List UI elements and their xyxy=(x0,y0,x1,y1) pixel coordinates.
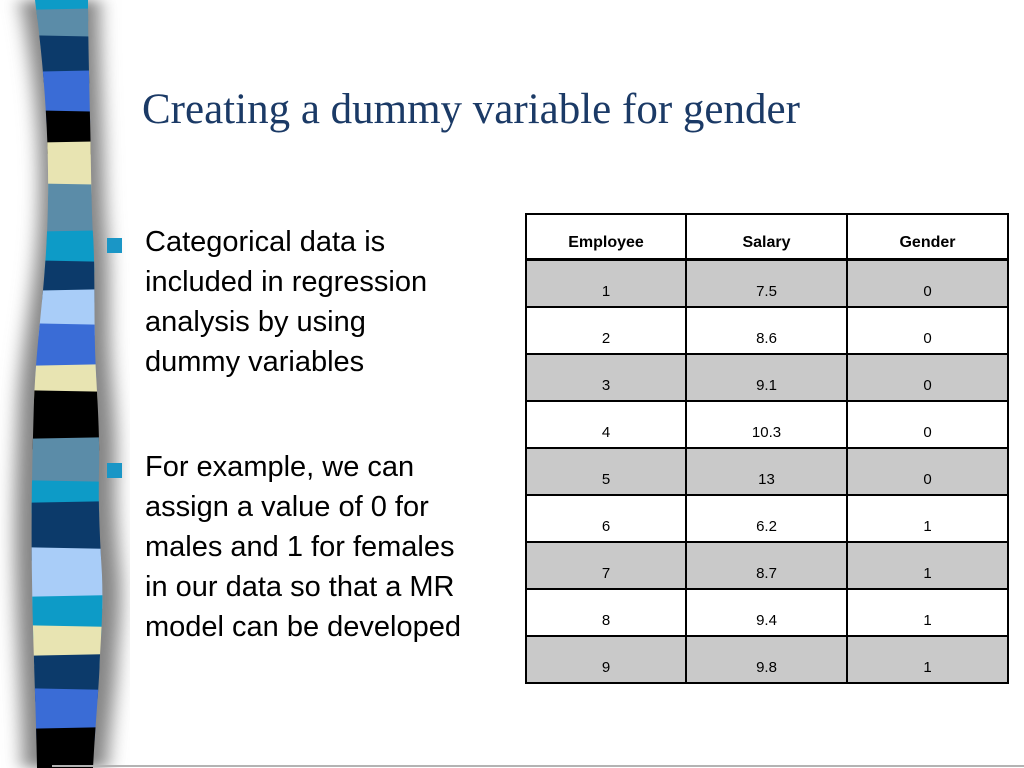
table-cell: 9.1 xyxy=(686,354,847,401)
bullet-line: model can be developed xyxy=(145,611,462,643)
bullet-item-1 xyxy=(107,222,547,382)
column-header: Salary xyxy=(686,214,847,260)
bullet-line: analysis by using xyxy=(145,306,366,338)
bullet-line: dummy variables xyxy=(145,346,365,378)
table-cell: 13 xyxy=(686,448,847,495)
table-cell: 9.4 xyxy=(686,589,847,636)
bullet-square-icon xyxy=(107,463,122,478)
bullet-text-2 xyxy=(145,447,547,647)
bullet-line: males and 1 for females xyxy=(145,531,455,563)
table-cell: 10.3 xyxy=(686,401,847,448)
table-row xyxy=(526,495,1008,542)
table-row xyxy=(526,401,1008,448)
table-cell: 2 xyxy=(526,307,686,354)
table-row xyxy=(526,589,1008,636)
bullet-square-icon xyxy=(107,238,122,253)
table-cell: 8.6 xyxy=(686,307,847,354)
table-cell: 1 xyxy=(526,260,686,308)
bullet-line: included in regression xyxy=(145,266,428,298)
bullet-line: in our data so that a MR xyxy=(145,571,455,603)
table-row xyxy=(526,636,1008,683)
bullet-line: Categorical data is xyxy=(145,226,386,258)
table-cell: 9.8 xyxy=(686,636,847,683)
table-cell: 1 xyxy=(847,495,1008,542)
table-cell: 8.7 xyxy=(686,542,847,589)
table-cell: 1 xyxy=(847,589,1008,636)
table-body xyxy=(526,260,1008,684)
bullet-item-2 xyxy=(107,447,547,647)
decorative-ribbon xyxy=(0,0,130,768)
table-cell: 4 xyxy=(526,401,686,448)
table-row xyxy=(526,448,1008,495)
bullet-line: assign a value of 0 for xyxy=(145,491,429,523)
table-cell: 0 xyxy=(847,354,1008,401)
table-cell: 6 xyxy=(526,495,686,542)
table-cell: 0 xyxy=(847,448,1008,495)
table-row xyxy=(526,260,1008,308)
table-row xyxy=(526,542,1008,589)
slide-bottom-edge xyxy=(52,765,1024,767)
table-cell: 7.5 xyxy=(686,260,847,308)
table-cell: 3 xyxy=(526,354,686,401)
table-row xyxy=(526,354,1008,401)
column-header: Gender xyxy=(847,214,1008,260)
table-header-row xyxy=(526,214,1008,260)
table-cell: 0 xyxy=(847,260,1008,308)
column-header: Employee xyxy=(526,214,686,260)
slide-title: Creating a dummy variable for gender xyxy=(142,86,800,133)
table-cell: 9 xyxy=(526,636,686,683)
table-cell: 0 xyxy=(847,401,1008,448)
table-cell: 1 xyxy=(847,542,1008,589)
table-cell: 8 xyxy=(526,589,686,636)
table-cell: 5 xyxy=(526,448,686,495)
bullet-text-1 xyxy=(145,222,547,382)
bullet-line: For example, we can xyxy=(145,451,415,483)
table-cell: 1 xyxy=(847,636,1008,683)
data-table xyxy=(525,213,1009,684)
table-cell: 6.2 xyxy=(686,495,847,542)
table-cell: 7 xyxy=(526,542,686,589)
table-cell: 0 xyxy=(847,307,1008,354)
table-row xyxy=(526,307,1008,354)
table-header xyxy=(526,214,1008,260)
